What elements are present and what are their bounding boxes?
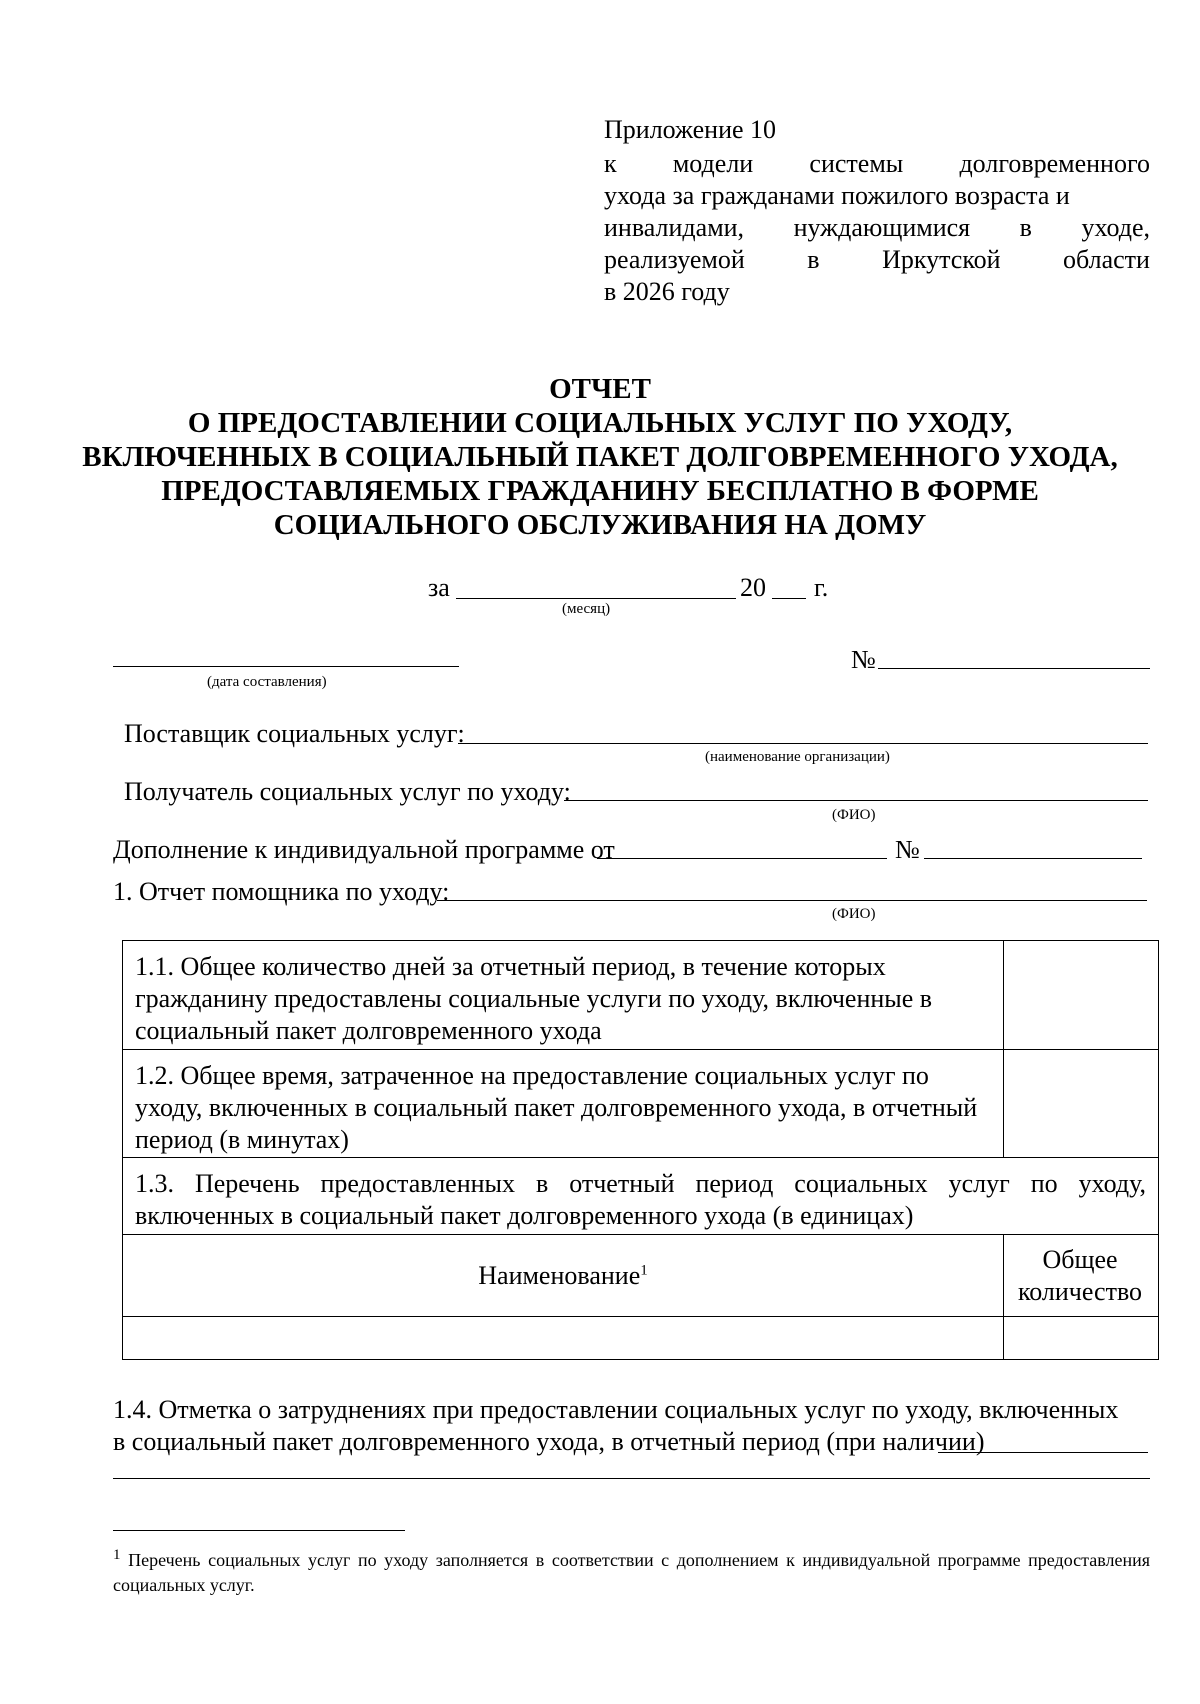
month-field[interactable] — [456, 598, 736, 599]
assistant-label: 1. Отчет помощника по уходу: — [113, 877, 450, 906]
table-header-row — [123, 1235, 1158, 1317]
appendix-title: Приложение 10 — [604, 115, 777, 144]
appendix-line-5: в 2026 году — [604, 277, 730, 306]
item-1-4-line-1: 1.4. Отметка о затруднениях при предоставлении социальных услуг по уходу, включенных — [113, 1395, 1119, 1424]
period-za: за — [428, 573, 450, 602]
provider-field[interactable] — [458, 743, 1148, 744]
appendix-line-4 — [604, 244, 1150, 276]
appendix-word: к — [604, 149, 617, 178]
addendum-label: Дополнение к индивидуальной программе от — [113, 835, 615, 864]
report-table — [122, 940, 1159, 1360]
difficulties-field[interactable] — [938, 1452, 1148, 1453]
year-field[interactable] — [772, 598, 806, 599]
appendix-word: уходе, — [1081, 213, 1150, 242]
appendix-word: в — [807, 245, 820, 274]
report-title-5: СОЦИАЛЬНОГО ОБСЛУЖИВАНИЯ НА ДОМУ — [273, 509, 927, 541]
col-name-label: Наименование — [478, 1260, 641, 1290]
table-row — [123, 1050, 1158, 1158]
recipient-label: Получатель социальных услуг по уходу: — [124, 777, 571, 806]
provider-caption: (наименование организации) — [705, 749, 890, 765]
difficulties-field-continued[interactable] — [113, 1478, 1150, 1479]
table-row — [123, 1317, 1158, 1359]
footnote — [113, 1548, 1150, 1598]
report-title-1: ОТЧЕТ — [549, 373, 651, 405]
report-title-4: ПРЕДОСТАВЛЯЕМЫХ ГРАЖДАНИНУ БЕСПЛАТНО В ФОРМЕ — [161, 475, 1039, 507]
row-1-2-value-cell[interactable] — [1002, 1050, 1158, 1157]
row-1-3-text: 1.3. Перечень предоставленных в отчетный период социальных услуг по уходу, включенных в социальный пакет долговременного ухода (в единицах) — [123, 1158, 1158, 1235]
year-prefix: 20 — [740, 573, 766, 602]
date-field[interactable] — [113, 666, 459, 667]
appendix-word: системы — [809, 149, 904, 178]
recipient-field[interactable] — [564, 800, 1148, 801]
col-name-header — [123, 1235, 1004, 1316]
assistant-field[interactable] — [437, 900, 1147, 901]
appendix-word: модели — [672, 149, 754, 178]
footnote-separator — [113, 1530, 405, 1531]
recipient-caption: (ФИО) — [832, 807, 876, 823]
appendix-word: нуждающимися — [793, 213, 971, 242]
report-title-2: О ПРЕДОСТАВЛЕНИИ СОЦИАЛЬНЫХ УСЛУГ ПО УХОДУ, — [187, 407, 1013, 439]
report-title-3: ВКЛЮЧЕННЫХ В СОЦИАЛЬНЫЙ ПАКЕТ ДОЛГОВРЕМЕННОГО УХОДА, — [82, 441, 1118, 473]
appendix-word: долговременного — [959, 149, 1150, 178]
appendix-line-2: ухода за гражданами пожилого возраста и — [604, 181, 1070, 210]
appendix-word: Иркутской — [882, 245, 1001, 274]
col-total-header: Общее количество — [1017, 1244, 1143, 1306]
appendix-word: реализуемой — [604, 245, 745, 274]
number-field[interactable] — [878, 668, 1150, 669]
row-1-1-value-cell[interactable] — [1002, 941, 1158, 1049]
number-sign: № — [851, 645, 876, 674]
year-suffix: г. — [814, 573, 829, 602]
table-row — [123, 941, 1158, 1050]
appendix-line-3 — [604, 212, 1150, 244]
appendix-word: области — [1063, 245, 1150, 274]
date-caption: (дата составления) — [207, 674, 327, 690]
addendum-number-sign: № — [895, 835, 920, 864]
assistant-caption: (ФИО) — [832, 906, 876, 922]
appendix-word: инвалидами, — [604, 213, 745, 242]
appendix-word: в — [1019, 213, 1032, 242]
footnote-ref: 1 — [640, 1261, 648, 1278]
appendix-line-1 — [604, 148, 1150, 180]
row-1-2-text: 1.2. Общее время, затраченное на предоставление социальных услуг по уходу, включенных в социальный пакет долговременного ухода, в отчетный период (в минутах) — [123, 1050, 1004, 1157]
provider-label: Поставщик социальных услуг: — [124, 719, 465, 748]
footnote-mark: 1 — [113, 1547, 121, 1563]
addendum-date-field[interactable] — [597, 858, 887, 859]
service-total-cell[interactable] — [1002, 1317, 1158, 1359]
footnote-text: Перечень социальных услуг по уходу заполняется в соответствии с дополнением к индивидуальной программе предоставления социальных услуг. — [113, 1550, 1150, 1595]
row-1-1-text: 1.1. Общее количество дней за отчетный период, в течение которых гражданину предоставлены социальные услуги по уходу, включенные в социальный пакет долговременного ухода — [123, 941, 1004, 1049]
addendum-number-field[interactable] — [924, 858, 1142, 859]
service-name-cell[interactable] — [123, 1317, 1004, 1359]
item-1-4-line-2: в социальный пакет долговременного ухода, в отчетный период (при наличии) — [113, 1427, 985, 1456]
month-caption: (месяц) — [562, 601, 611, 617]
